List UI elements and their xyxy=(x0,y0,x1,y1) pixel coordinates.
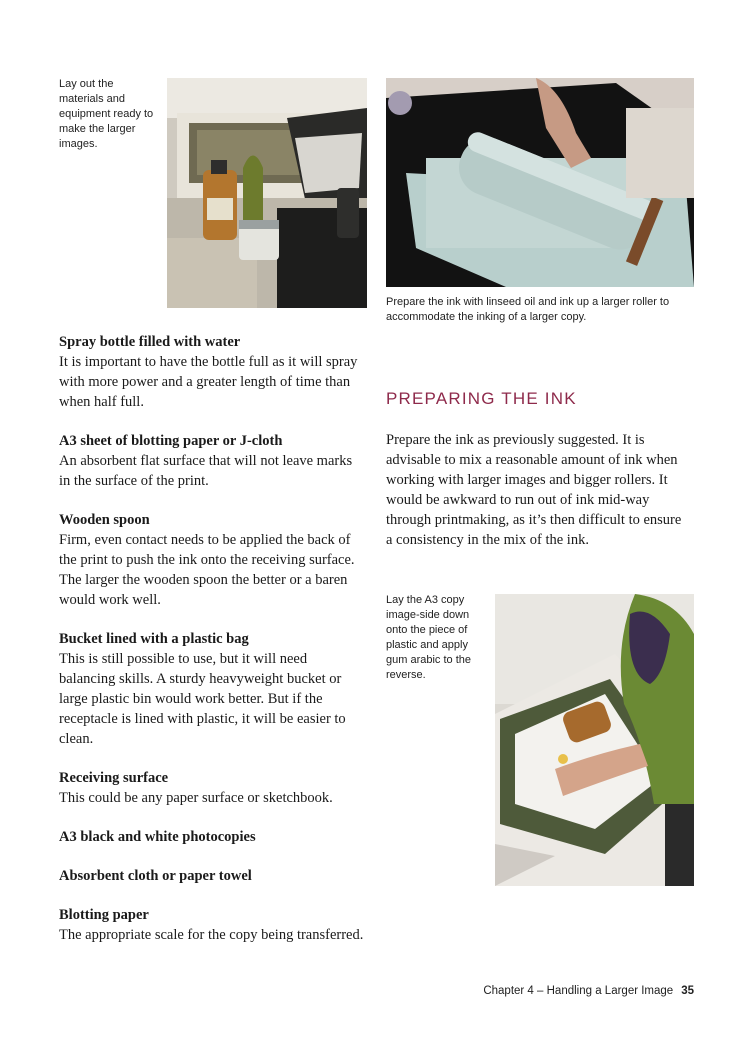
section-paragraph: Prepare the ink as previously suggested. It is advisable to mix a reasonable amount of ink when working with larger images and bigger rollers. It would be awkward to run out of ink mid-way through printmaking, as it’s then difficult to ensure a consistency in the mix of the ink. xyxy=(386,432,682,548)
item-title: A3 sheet of blotting paper or J-cloth xyxy=(59,433,283,449)
item-title: Bucket lined with a plastic bag xyxy=(59,631,249,647)
item-body: This could be any paper surface or sketchbook. xyxy=(59,790,333,806)
item-title: A3 black and white photocopies xyxy=(59,829,256,845)
list-item xyxy=(59,905,364,945)
list-item xyxy=(59,827,364,847)
caption-roller: Prepare the ink with linseed oil and ink up a larger roller to accommodate the inking of a larger copy. xyxy=(386,296,670,323)
equipment-list xyxy=(59,332,364,964)
photo-gum-arabic xyxy=(495,594,694,886)
item-body: Firm, even contact needs to be applied the back of the print to push the ink onto the receiving surface. The larger the wooden spoon the better or a baren would work well. xyxy=(59,532,355,608)
item-body: An absorbent flat surface that will not leave marks in the surface of the print. xyxy=(59,453,353,489)
item-title: Wooden spoon xyxy=(59,512,150,528)
item-title: Absorbent cloth or paper towel xyxy=(59,868,252,884)
caption-materials: Lay out the materials and equipment ready to make the larger images. xyxy=(59,78,154,150)
list-item xyxy=(59,431,364,491)
page-footer xyxy=(483,985,694,997)
list-item xyxy=(59,332,364,412)
item-body: The appropriate scale for the copy being transferred. xyxy=(59,927,364,943)
chapter-title: Chapter 4 – Handling a Larger Image xyxy=(483,985,674,997)
item-body: It is important to have the bottle full as it will spray with more power and a greater length of time than when half full. xyxy=(59,354,358,410)
page-number: 35 xyxy=(681,985,694,997)
list-item xyxy=(59,866,364,886)
caption-copy: Lay the A3 copy image-side down onto the piece of plastic and apply gum arabic to the reverse. xyxy=(386,594,471,681)
list-item xyxy=(59,510,364,610)
item-title: Receiving surface xyxy=(59,770,169,786)
section-heading: PREPARING THE INK xyxy=(386,389,577,408)
photo-materials xyxy=(167,78,367,308)
list-item xyxy=(59,629,364,749)
item-title: Spray bottle filled with water xyxy=(59,334,241,350)
photo-roller xyxy=(386,78,694,287)
list-item xyxy=(59,768,364,808)
item-title: Blotting paper xyxy=(59,907,149,923)
item-body: This is still possible to use, but it will need balancing skills. A sturdy heavyweight bucket or large plastic bin would work better. But if the receptacle is lined with plastic, it will be easier to clean. xyxy=(59,651,346,747)
